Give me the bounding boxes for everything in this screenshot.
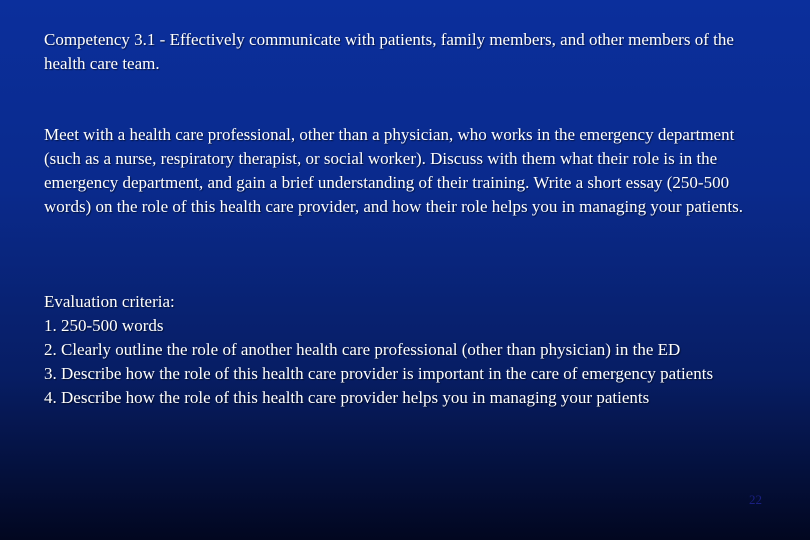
criteria-item: 1. 250-500 words xyxy=(44,316,164,335)
criteria-item: 4. Describe how the role of this health care provider helps you in managing your patients xyxy=(44,388,650,407)
evaluation-criteria xyxy=(44,290,774,410)
criteria-item: 3. Describe how the role of this health care provider is important in the care of emergency patients xyxy=(44,364,714,383)
competency-heading: Competency 3.1 - Effectively communicate with patients, family members, and other members of the health care team. xyxy=(44,30,734,73)
task-description: Meet with a health care professional, other than a physician, who works in the emergency department (such as a nurse, respiratory therapist, or social worker). Discuss with them what their role is in the emergency department, and gain a brief understanding of their training. Write a short essay (250-500 words) on the role of this health care provider, and how their role helps you in managing your patients. xyxy=(44,125,743,216)
criteria-title: Evaluation criteria: xyxy=(44,292,175,311)
criteria-item: 2. Clearly outline the role of another health care professional (other than physician) in the ED xyxy=(44,340,681,359)
criteria-list xyxy=(44,314,774,410)
page-number: 22 xyxy=(749,492,762,507)
